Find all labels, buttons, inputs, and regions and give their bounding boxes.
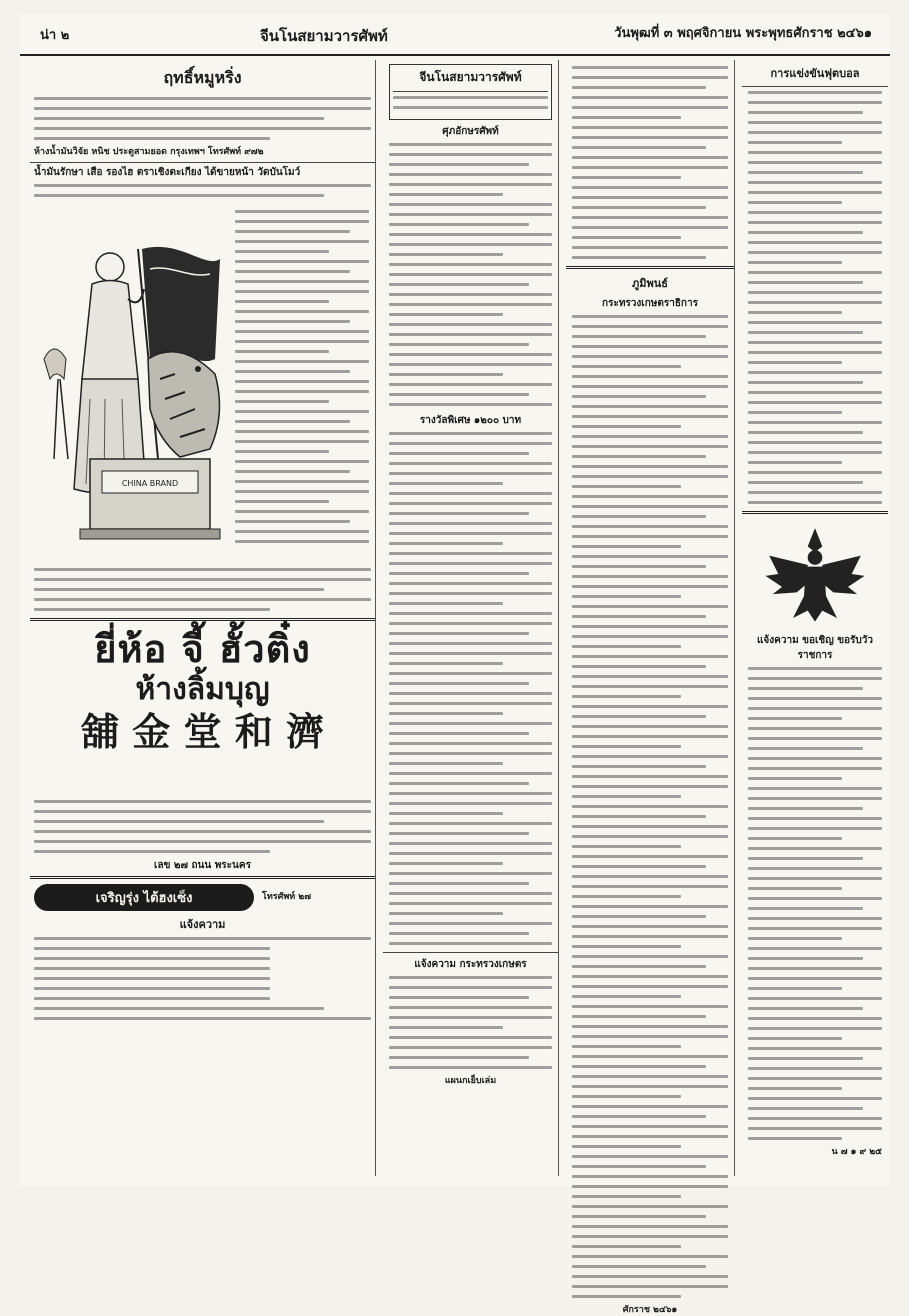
col-c-lines-1	[572, 66, 728, 259]
issue-date: วันพุฒที่ ๓ พฤศจิกายน พระพุทธศักราช ๒๔๖๑	[614, 26, 872, 41]
banner-ad-2	[34, 884, 371, 911]
col-c-lines-2	[572, 315, 728, 1298]
ad-headline: น้ำมันรักษา เสือ รองไฮ ตราเชิงตะเกียง ได้ขายหน้า วัดบันโมว์	[34, 167, 301, 178]
col-b-lines-2	[389, 432, 552, 945]
newspaper-page	[20, 14, 890, 1315]
column-c	[566, 60, 735, 1315]
ad2-heading: แจ้งความ	[179, 918, 226, 931]
price-lines	[34, 937, 371, 1020]
illus-footer-lines	[34, 568, 371, 611]
article-title: ฤทธิ์หมูหริ่ง	[163, 68, 242, 87]
paper-name: จีนโนสยามวารศัพท์	[260, 27, 388, 45]
masthead-box	[389, 64, 552, 120]
col-b-lines-1	[389, 143, 552, 406]
illustrated-ad	[30, 204, 375, 564]
ad-sub-thai: ห้างลิ้มบุญ	[135, 672, 270, 707]
column-d	[742, 60, 888, 1176]
svg-text:CHINA BRAND: CHINA BRAND	[121, 479, 179, 488]
col-c-section-sub: กระทรวงเกษตราธิการ	[602, 298, 698, 309]
masthead-title: จีนโนสยามวารศัพท์	[419, 70, 522, 84]
col-c-section-head: ภูมิพนธ์	[632, 277, 668, 290]
side-text-lines	[235, 210, 369, 550]
shop-line: ห้างน้ำมันวิจัย หนิช ประตูสามยอด กรุงเทพฯ โทรศัพท์ ๙๗๒	[34, 147, 264, 157]
col-d-lines-1	[748, 91, 882, 504]
brand-ad	[30, 626, 375, 796]
col-b-lines-3	[389, 976, 552, 1069]
reward-head: รางวัลพิเศษ ๑๒๐๐ บาท	[419, 415, 522, 426]
page-header	[20, 14, 890, 56]
column-a	[30, 60, 376, 1176]
section-3-head: แจ้งความ กระทรวงเกษตร	[414, 959, 527, 970]
col-d-page-mark: น ๗ ๑ ๙ ๒๕	[831, 1147, 882, 1157]
col-d-title: การแข่งขันฟุตบอล	[770, 67, 860, 80]
subhead: ศุภอักษรศัพท์	[442, 126, 499, 137]
notice-head: แจ้งความ ขอเชิญ ขอรับวัวราชการ	[756, 635, 874, 661]
ad-intro-lines	[34, 184, 371, 197]
column-b	[383, 60, 559, 1176]
article-body-lines	[34, 97, 371, 140]
ad-chinese-name: 舖 金 堂 和 濟	[81, 709, 324, 754]
woman-tiger-illustration	[30, 204, 230, 574]
ad-address: เลข ๒๗ ถนน พระนคร	[154, 860, 251, 871]
col-b-footer: แผนกเย็บเล่ม	[444, 1076, 497, 1086]
banner-ad-tel: โทรศัพท์ ๒๗	[262, 892, 312, 902]
banner-ad-name: เจริญรุ่ง ไต้ฮงเซ็ง	[34, 884, 254, 911]
masthead-lines	[393, 96, 548, 109]
col-c-bottom-note: ศักราช ๒๔๖๑	[622, 1305, 678, 1315]
col-d-lines-2	[748, 667, 882, 1140]
garuda-emblem-icon	[760, 519, 870, 629]
brand-ad-lines	[34, 800, 371, 853]
page-number: น่า ๒	[40, 28, 70, 43]
ad-brand-thai: ยี่ห้อ จี้ ฮั้วติ๋ง	[94, 627, 311, 671]
